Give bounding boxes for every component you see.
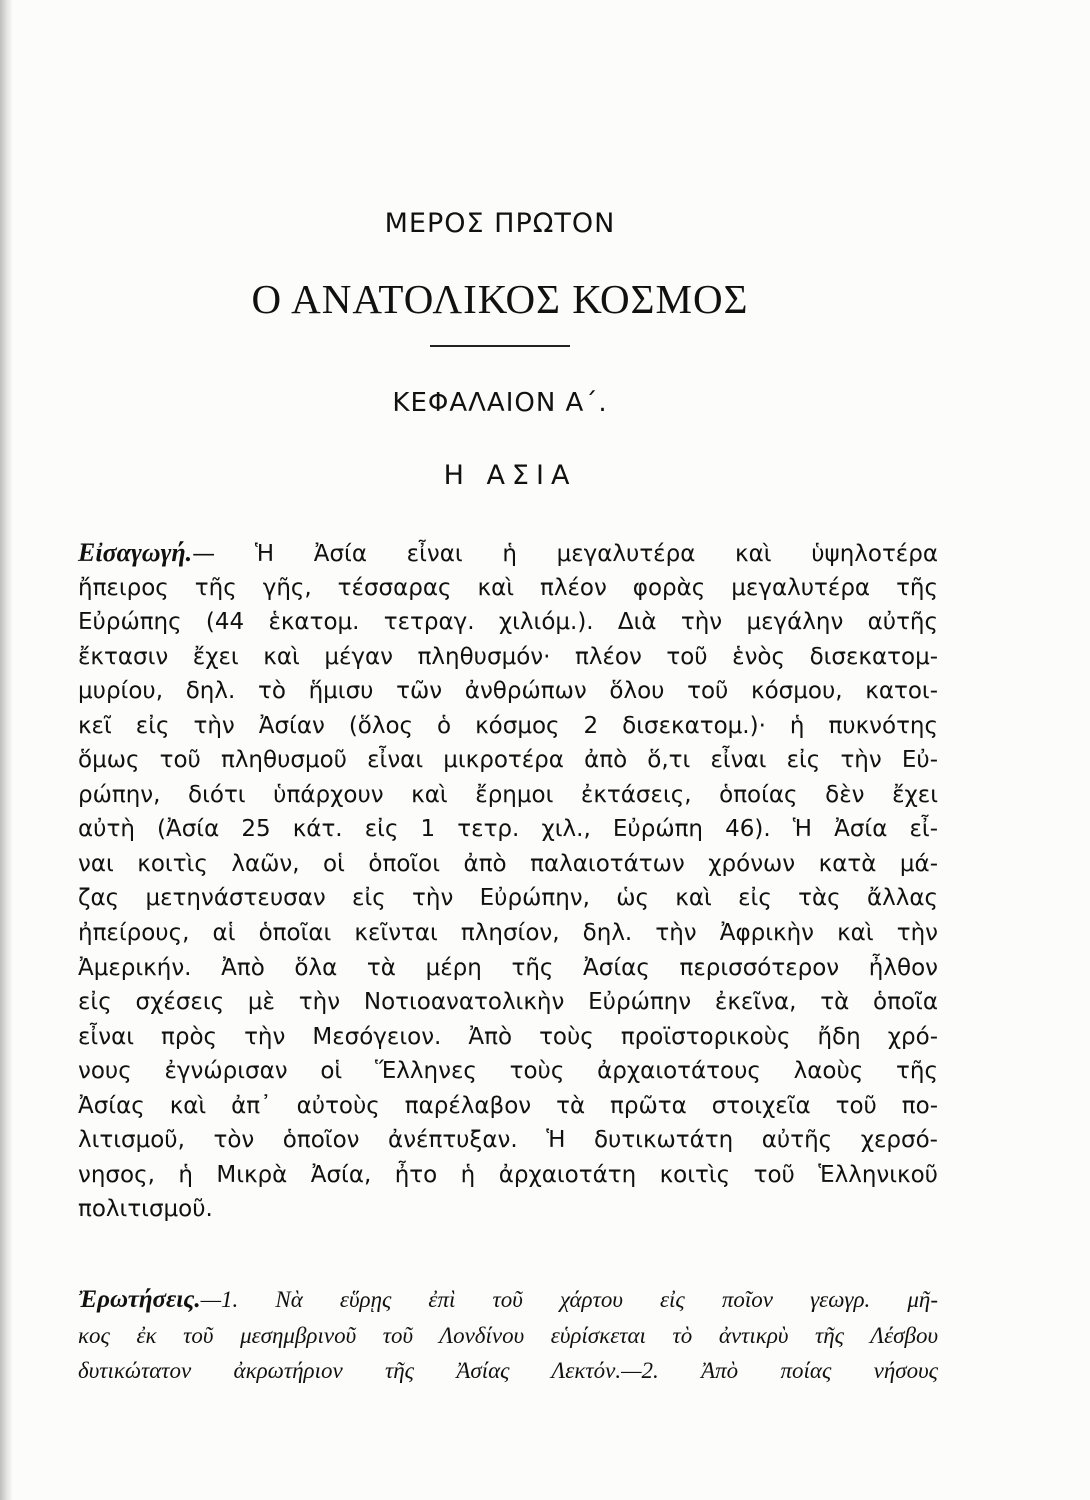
text-line: Εὐρώπης (44 ἑκατομ. τετραγ. χιλιόμ.). Διὰ τὴν μεγάλην αὐτῆς	[78, 609, 938, 636]
part-title: ΜΕΡΟΣ ΠΡΩΤΟΝ	[384, 208, 616, 239]
text-line: ζας μετηνάστευσαν εἰς τὴν Εὐρώπην, ὡς καὶ εἰς τὰς ἄλλας	[78, 885, 938, 912]
text-line: εἰς σχέσεις μὲ τὴν Νοτιοανατολικὴν Εὐρώπην ἐκεῖνα, τὰ ὁποῖα	[78, 989, 938, 1016]
intro-line-text: — Ἡ Ἀσία εἶναι ἡ μεγαλυτέρα καὶ ὑψηλοτέρα	[192, 541, 938, 567]
text-line: ἔκτασιν ἔχει καὶ μέγαν πληθυσμόν· πλέον τοῦ ἑνὸς δισεκατομ-	[78, 643, 938, 670]
questions-lead: Ἐρωτήσεις.	[78, 1286, 201, 1313]
world-title: Ο ΑΝΑΤΟΛΙΚΟΣ ΚΟΣΜΟΣ	[251, 276, 749, 322]
section-title: Η ΑΣΙΑ	[443, 460, 577, 491]
text-line	[78, 536, 938, 571]
text-line: ὅμως τοῦ πληθυσμοῦ εἶναι μικροτέρα ἀπὸ ὅ,τι εἶναι εἰς τὴν Εὐ-	[78, 747, 938, 774]
question-line: δυτικώτατον ἀκρωτήριον τῆς Ἀσίας Λεκτόν.—2. Ἀπὸ ποίας νήσους	[78, 1358, 938, 1383]
questions-paragraph	[78, 1282, 938, 1389]
chapter-title: ΚΕΦΑΛΑΙΟΝ Α΄.	[392, 388, 608, 418]
text-line: κεῖ εἰς τὴν Ἀσίαν (ὅλος ὁ κόσμος 2 δισεκατομ.)· ἡ πυκνότης	[78, 712, 938, 739]
text-line: Ἀσίας καὶ ἀπ᾿ αὐτοὺς παρέλαβον τὰ πρῶτα στοιχεῖα τοῦ πο-	[78, 1092, 938, 1119]
question-line	[78, 1282, 938, 1318]
text-line: ἠπείρους, αἱ ὁποῖαι κεῖνται πλησίον, δηλ. τὴν Ἀφρικὴν καὶ τὴν	[78, 920, 938, 947]
text-line: ναι κοιτὶς λαῶν, οἱ ὁποῖοι ἀπὸ παλαιοτάτων χρόνων κατὰ μά-	[78, 850, 938, 877]
title-divider	[430, 345, 570, 347]
question-line: κος ἐκ τοῦ μεσημβρινοῦ τοῦ Λονδίνου εὑρίσκεται τὸ ἀντικρὺ τῆς Λέσβου	[78, 1322, 938, 1348]
text-line: ρώπην, διότι ὑπάρχουν καὶ ἔρημοι ἐκτάσεις, ὁποίας δὲν ἔχει	[78, 781, 938, 808]
intro-paragraph	[78, 536, 938, 1227]
text-line: εἶναι πρὸς τὴν Μεσόγειον. Ἀπὸ τοὺς προϊστορικοὺς ἤδη χρό-	[78, 1023, 938, 1050]
text-line: λιτισμοῦ, τὸν ὁποῖον ἀνέπτυξαν. Ἡ δυτικωτάτη αὐτῆς χερσό-	[78, 1127, 938, 1154]
text-line: Ἀμερικήν. Ἀπὸ ὅλα τὰ μέρη τῆς Ἀσίας περισσότερον ἦλθον	[78, 954, 938, 981]
text-line: ἤπειρος τῆς γῆς, τέσσαρας καὶ πλέον φορὰς μεγαλυτέρα τῆς	[78, 574, 938, 601]
text-line: νους ἐγνώρισαν οἱ Ἕλληνες τοὺς ἀρχαιοτάτους λαοὺς τῆς	[78, 1058, 938, 1085]
question-line-text: —1. Νὰ εὕρῃς ἐπὶ τοῦ χάρτου εἰς ποῖον γεωγρ. μῆ-	[200, 1287, 938, 1312]
text-line: πολιτισμοῦ.	[78, 1196, 213, 1223]
intro-lead: Εἰσαγωγή.	[78, 538, 193, 567]
text-line: μυρίου, δηλ. τὸ ἥμισυ τῶν ἀνθρώπων ὅλου τοῦ κόσμου, κατοι-	[78, 678, 938, 705]
text-line: αὐτὴ (Ἀσία 25 κάτ. εἰς 1 τετρ. χιλ., Εὐρώπη 46). Ἡ Ἀσία εἶ-	[78, 816, 938, 843]
text-line: νησος, ἡ Μικρὰ Ἀσία, ἦτο ἡ ἀρχαιοτάτη κοιτὶς τοῦ Ἑλληνικοῦ	[78, 1161, 938, 1188]
